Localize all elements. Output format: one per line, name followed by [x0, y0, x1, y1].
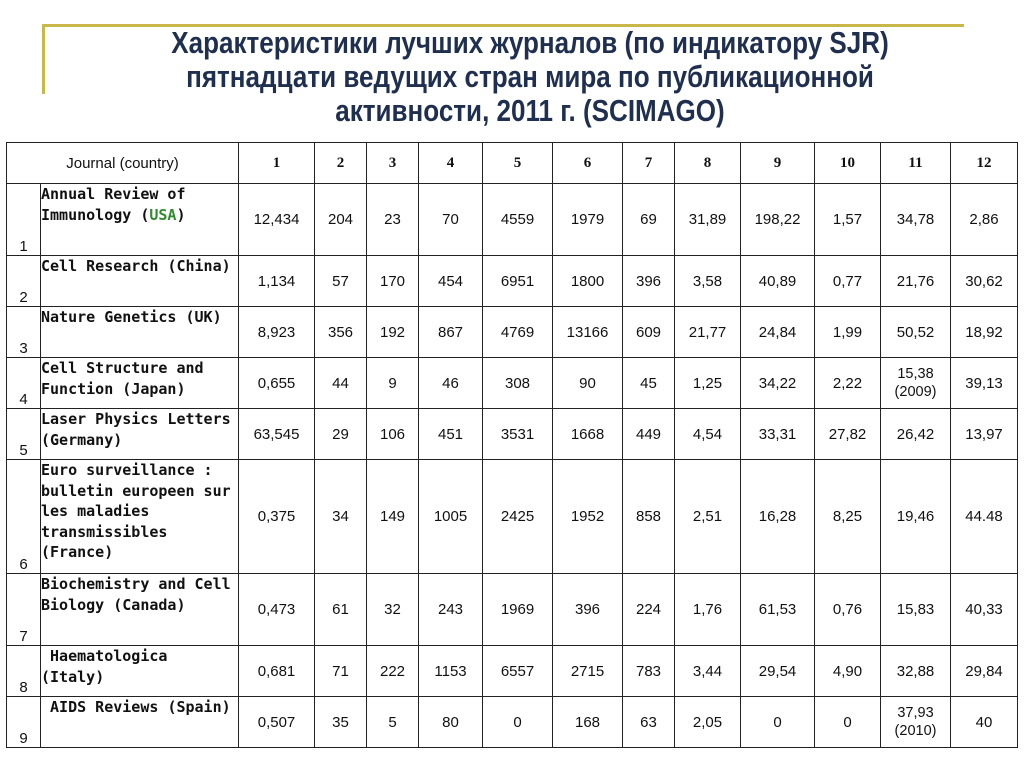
column-number: 8 [675, 143, 741, 184]
row-index: 9 [7, 697, 41, 748]
value-cell: 149 [367, 460, 419, 574]
journal-cell [41, 358, 239, 409]
country-open-paren: ( [167, 698, 177, 716]
country-close-paren: ) [176, 205, 186, 224]
journal-name: Euro surveillance : bulletin europeen sur les maladies transmissibles [41, 461, 240, 541]
column-number: 6 [553, 143, 623, 184]
value-cell: 2715 [553, 646, 623, 697]
title-line-1: Характеристики лучших журналов (по индикатору SJR) [171, 25, 889, 60]
value-cell: 4769 [483, 307, 553, 358]
value-cell: 45 [623, 358, 675, 409]
value-cell: 3,44 [675, 646, 741, 697]
table-row [7, 184, 1018, 256]
value-cell: 63,545 [239, 409, 315, 460]
value-cell: 31,89 [675, 184, 741, 256]
value-cell: 1,134 [239, 256, 315, 307]
value-cell: 222 [367, 646, 419, 697]
table-row [7, 256, 1018, 307]
column-number: 7 [623, 143, 675, 184]
country-close-paren: ) [104, 543, 114, 561]
value-cell: 609 [623, 307, 675, 358]
value-cell: 1153 [419, 646, 483, 697]
value-cell: 168 [553, 697, 623, 748]
value-cell: 6557 [483, 646, 553, 697]
value-cell: 0,507 [239, 697, 315, 748]
value-cell: 858 [623, 460, 675, 574]
value-cell: 867 [419, 307, 483, 358]
value-cell: 80 [419, 697, 483, 748]
value-cell: 44 [315, 358, 367, 409]
country-close-paren: ) [176, 595, 186, 614]
value-cell: 449 [623, 409, 675, 460]
country-close-paren: ) [212, 308, 222, 326]
title-line-2: пятнадцати ведущих стран мира по публикационной [186, 59, 874, 94]
value-cell: 71 [315, 646, 367, 697]
row-index: 5 [7, 409, 41, 460]
value-cell: 61,53 [741, 574, 815, 646]
value-cell: 8,25 [815, 460, 881, 574]
journal-cell [41, 307, 239, 358]
value-cell: 15,38 (2009) [881, 358, 951, 409]
row-index: 2 [7, 256, 41, 307]
value-cell: 2,22 [815, 358, 881, 409]
value-cell: 40,33 [951, 574, 1018, 646]
value-cell: 34,78 [881, 184, 951, 256]
country-close-paren: ) [176, 379, 186, 398]
country-open-paren: ( [122, 379, 132, 398]
value-cell: 23 [367, 184, 419, 256]
table-row [7, 574, 1018, 646]
value-cell: 1668 [553, 409, 623, 460]
value-cell: 396 [553, 574, 623, 646]
value-cell: 33,31 [741, 409, 815, 460]
value-cell: 37,93 (2010) [881, 697, 951, 748]
journal-column-header: Journal (country) [7, 143, 239, 184]
journal-name: Cell Research [41, 257, 159, 275]
column-number: 2 [315, 143, 367, 184]
table-row [7, 460, 1018, 574]
value-cell: 32,88 [881, 646, 951, 697]
value-cell: 0,76 [815, 574, 881, 646]
country-open-paren: ( [167, 257, 177, 275]
value-cell: 13,97 [951, 409, 1018, 460]
journal-name: Nature Genetics [41, 308, 177, 326]
value-cell: 15,83 [881, 574, 951, 646]
value-cell: 243 [419, 574, 483, 646]
value-cell: 0 [815, 697, 881, 748]
value-cell: 1,76 [675, 574, 741, 646]
value-cell: 2,86 [951, 184, 1018, 256]
table-row [7, 697, 1018, 748]
value-cell: 63 [623, 697, 675, 748]
value-cell: 198,22 [741, 184, 815, 256]
value-cell: 0,77 [815, 256, 881, 307]
row-index: 7 [7, 574, 41, 646]
column-number: 1 [239, 143, 315, 184]
table-row [7, 358, 1018, 409]
value-cell: 8,923 [239, 307, 315, 358]
journal-country: Italy [50, 667, 96, 686]
value-cell: 1800 [553, 256, 623, 307]
column-number: 10 [815, 143, 881, 184]
value-cell: 19,46 [881, 460, 951, 574]
value-cell: 61 [315, 574, 367, 646]
value-cell: 21,77 [675, 307, 741, 358]
journal-name: AIDS Reviews [41, 698, 159, 716]
value-cell: 50,52 [881, 307, 951, 358]
value-cell: 39,13 [951, 358, 1018, 409]
value-cell: 90 [553, 358, 623, 409]
column-number: 12 [951, 143, 1018, 184]
value-cell: 3531 [483, 409, 553, 460]
journal-cell [41, 184, 239, 256]
journals-table [6, 142, 1018, 748]
country-close-paren: ) [113, 430, 123, 449]
value-cell: 5 [367, 697, 419, 748]
column-number: 11 [881, 143, 951, 184]
value-cell: 308 [483, 358, 553, 409]
value-cell: 70 [419, 184, 483, 256]
table-row [7, 646, 1018, 697]
value-cell: 4,90 [815, 646, 881, 697]
country-open-paren: ( [41, 543, 51, 561]
journal-cell [41, 646, 239, 697]
slide-title [152, 26, 908, 128]
value-cell: 35 [315, 697, 367, 748]
journal-country: Japan [131, 379, 177, 398]
journal-name: Laser Physics Letters [41, 410, 231, 428]
value-cell: 13166 [553, 307, 623, 358]
value-cell: 192 [367, 307, 419, 358]
journal-country: China [176, 257, 222, 275]
value-cell: 46 [419, 358, 483, 409]
value-cell: 40,89 [741, 256, 815, 307]
journal-country: Spain [176, 698, 222, 716]
table-row [7, 307, 1018, 358]
journal-cell [41, 256, 239, 307]
journal-country: Germany [50, 430, 114, 449]
value-cell: 1005 [419, 460, 483, 574]
journal-country: USA [149, 205, 177, 224]
journal-country: France [50, 543, 105, 561]
table-header-row [7, 143, 1018, 184]
value-cell: 1979 [553, 184, 623, 256]
value-cell: 2425 [483, 460, 553, 574]
journal-cell [41, 574, 239, 646]
column-number: 5 [483, 143, 553, 184]
value-cell: 29,54 [741, 646, 815, 697]
country-open-paren: ( [41, 430, 51, 449]
column-number: 3 [367, 143, 419, 184]
value-cell: 224 [623, 574, 675, 646]
value-cell: 4,54 [675, 409, 741, 460]
value-cell: 451 [419, 409, 483, 460]
table-row [7, 409, 1018, 460]
journal-country: Canada [122, 595, 177, 614]
value-cell: 26,42 [881, 409, 951, 460]
country-close-paren: ) [221, 698, 231, 716]
value-cell: 16,28 [741, 460, 815, 574]
value-cell: 12,434 [239, 184, 315, 256]
journal-name: Biochemistry and Cell Biology [41, 575, 240, 614]
country-open-paren: ( [113, 595, 123, 614]
value-cell: 44.48 [951, 460, 1018, 574]
journal-country: UK [194, 308, 213, 326]
value-cell: 40 [951, 697, 1018, 748]
country-open-paren: ( [140, 205, 150, 224]
value-cell: 106 [367, 409, 419, 460]
country-open-paren: ( [185, 308, 195, 326]
row-index: 8 [7, 646, 41, 697]
value-cell: 0 [483, 697, 553, 748]
value-cell: 396 [623, 256, 675, 307]
value-cell: 32 [367, 574, 419, 646]
value-cell: 1,25 [675, 358, 741, 409]
value-cell: 454 [419, 256, 483, 307]
value-cell: 1969 [483, 574, 553, 646]
title-line-3: активности, 2011 г. (SCIMAGO) [335, 93, 725, 128]
journal-cell [41, 409, 239, 460]
value-cell: 0 [741, 697, 815, 748]
journal-cell [41, 460, 239, 574]
value-cell: 204 [315, 184, 367, 256]
column-number: 4 [419, 143, 483, 184]
journal-name: Cell Structure and Function [41, 359, 213, 398]
value-cell: 18,92 [951, 307, 1018, 358]
value-cell: 57 [315, 256, 367, 307]
journal-name: Haematologica [41, 647, 168, 665]
row-index: 1 [7, 184, 41, 256]
value-cell: 0,375 [239, 460, 315, 574]
journal-name: Annual Review of Immunology [41, 185, 195, 224]
value-cell: 356 [315, 307, 367, 358]
value-cell: 1,99 [815, 307, 881, 358]
value-cell: 6951 [483, 256, 553, 307]
value-cell: 1952 [553, 460, 623, 574]
value-cell: 29 [315, 409, 367, 460]
column-number: 9 [741, 143, 815, 184]
value-cell: 9 [367, 358, 419, 409]
journal-cell [41, 697, 239, 748]
value-cell: 170 [367, 256, 419, 307]
country-close-paren: ) [95, 667, 105, 686]
title-accent-vertical [42, 24, 45, 94]
value-cell: 2,51 [675, 460, 741, 574]
row-index: 3 [7, 307, 41, 358]
value-cell: 2,05 [675, 697, 741, 748]
value-cell: 0,655 [239, 358, 315, 409]
value-cell: 0,473 [239, 574, 315, 646]
value-cell: 30,62 [951, 256, 1018, 307]
value-cell: 29,84 [951, 646, 1018, 697]
value-cell: 4559 [483, 184, 553, 256]
value-cell: 0,681 [239, 646, 315, 697]
country-close-paren: ) [221, 257, 231, 275]
value-cell: 34,22 [741, 358, 815, 409]
value-cell: 21,76 [881, 256, 951, 307]
row-index: 6 [7, 460, 41, 574]
value-cell: 34 [315, 460, 367, 574]
value-cell: 24,84 [741, 307, 815, 358]
row-index: 4 [7, 358, 41, 409]
table-body [7, 184, 1018, 748]
value-cell: 27,82 [815, 409, 881, 460]
value-cell: 783 [623, 646, 675, 697]
value-cell: 69 [623, 184, 675, 256]
country-open-paren: ( [41, 667, 51, 686]
value-cell: 3,58 [675, 256, 741, 307]
value-cell: 1,57 [815, 184, 881, 256]
